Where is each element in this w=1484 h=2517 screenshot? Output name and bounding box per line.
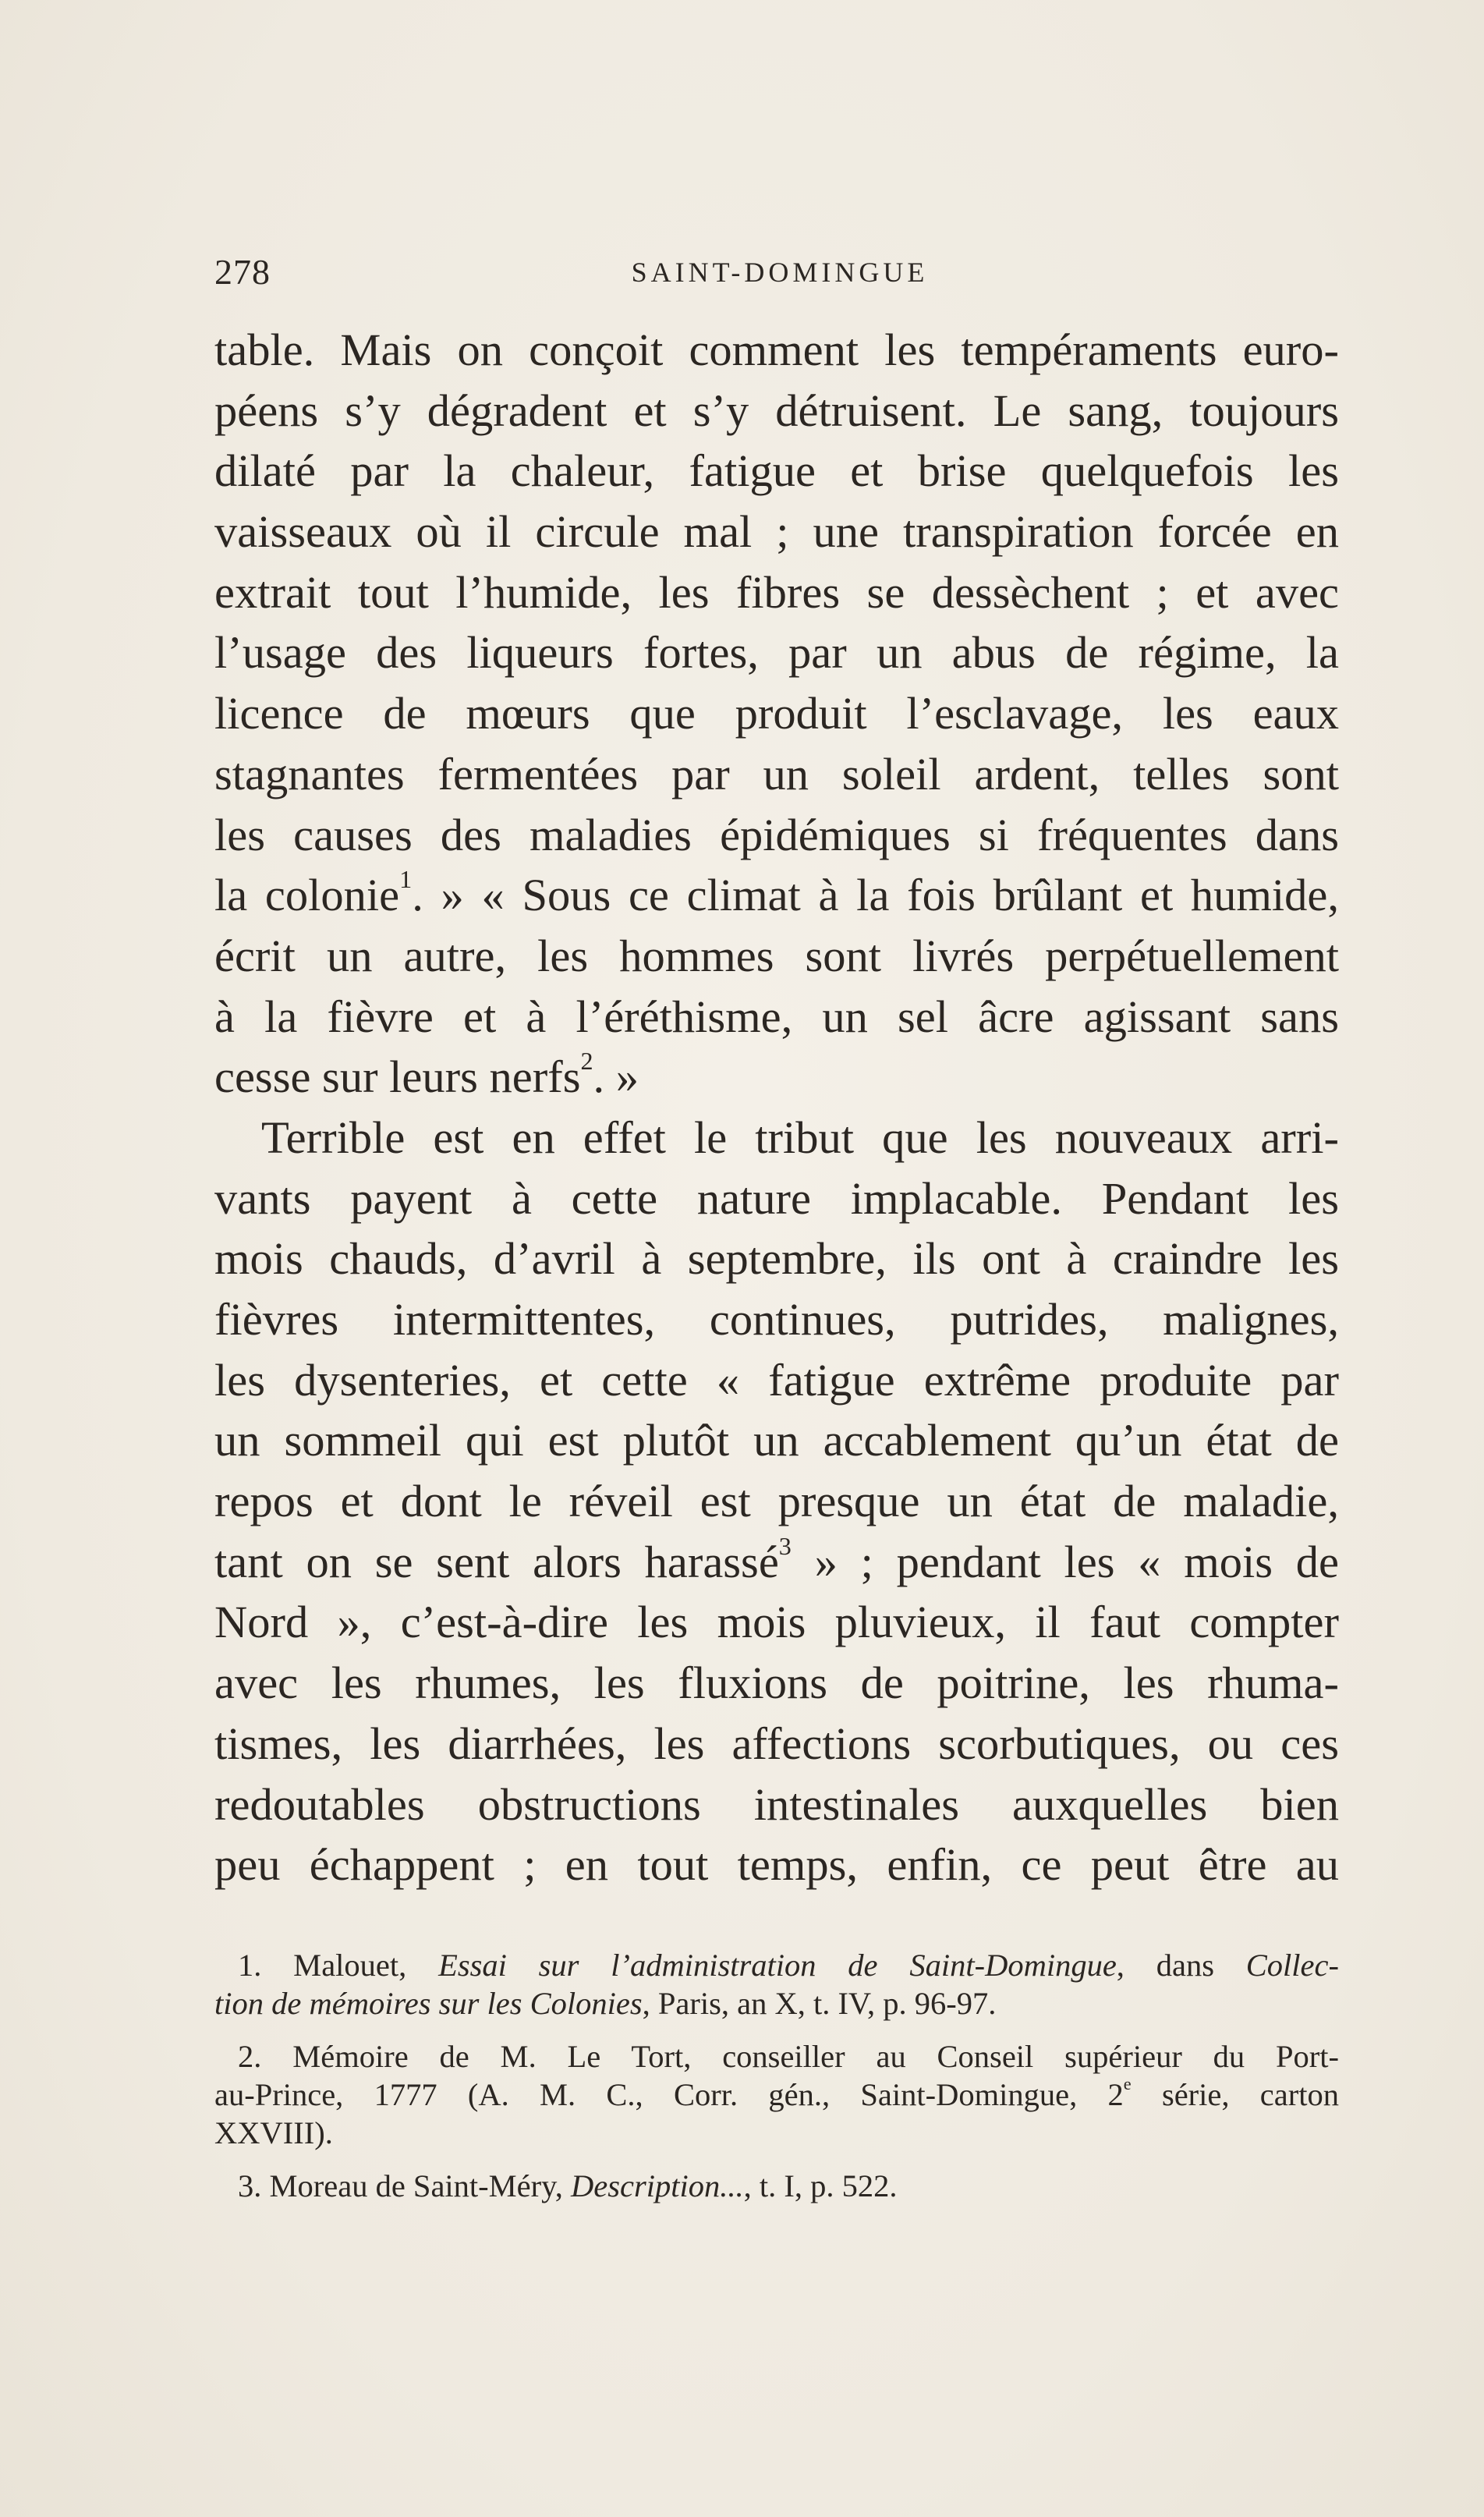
footnote-2 <box>214 2037 1339 2152</box>
footnote-line <box>214 2167 1339 2205</box>
text-segment: . » « Sous ce climat à la fois brûlant et humide, <box>412 870 1340 921</box>
text-line: avec les rhumes, les fluxions de poitrine, les rhuma- <box>214 1657 1339 1709</box>
text-line: extrait tout l’humide, les fibres se dessèchent ; et avec <box>214 566 1339 618</box>
footnote-3 <box>214 2167 1339 2205</box>
footnote-text: 1. Malouet, <box>238 1948 439 1983</box>
footnote-line: 2. Mémoire de M. Le Tort, conseiller au Conseil supérieur du Port- <box>238 2039 1339 2074</box>
text-line: péens s’y dégradent et s’y détruisent. Le sang, toujours <box>214 385 1339 436</box>
text-line: Nord », c’est-à-dire les mois pluvieux, il faut compter <box>214 1597 1339 1648</box>
footnote-ref-2: 2 <box>580 1047 593 1076</box>
text-line: un sommeil qui est plutôt un accablement qu’un état de <box>214 1415 1339 1466</box>
text-segment: la colonie <box>214 870 400 921</box>
footnote-text: série, carton <box>1131 2077 1339 2112</box>
footnote-text: 3. Moreau de Saint-Méry, <box>238 2168 572 2203</box>
text-segment: cesse sur leurs nerfs <box>214 1051 581 1103</box>
page-number: 278 <box>214 252 271 292</box>
running-title: SAINT-DOMINGUE <box>631 257 929 288</box>
text-line: les causes des maladies épidémiques si fréquentes dans <box>214 809 1339 860</box>
footnote-line <box>214 1984 1339 2022</box>
text-line: redoutables obstructions intestinales auxquelles bien <box>214 1778 1339 1830</box>
footnote-title: tion de mémoires sur les Colonies <box>214 1986 643 2021</box>
text-line <box>214 865 1339 926</box>
main-text <box>214 320 1339 1895</box>
text-line: l’usage des liqueurs fortes, par un abus de régime, la <box>214 627 1339 679</box>
text-line: stagnantes fermentées par un soleil ardent, telles sont <box>214 748 1339 799</box>
footnotes <box>214 1946 1339 2220</box>
footnote-text: , dans <box>1116 1948 1246 1983</box>
text-line: peu échappent ; en tout temps, enfin, ce peut être au <box>214 1839 1339 1891</box>
text-segment: . » <box>593 1051 639 1103</box>
footnote-1 <box>214 1946 1339 2022</box>
text-segment: tant on se sent alors harassé <box>214 1536 779 1587</box>
footnote-superscript: e <box>1123 2073 1132 2093</box>
footnote-ref-3: 3 <box>778 1531 792 1560</box>
text-line: mois chauds, d’avril à septembre, ils ont à craindre les <box>214 1233 1339 1285</box>
text-line: écrit un autre, les hommes sont livrés perpétuellement <box>214 930 1339 981</box>
footnote-text: , t. I, p. 522. <box>743 2168 898 2203</box>
footnote-line <box>214 2073 1339 2114</box>
text-line: à la fièvre et à l’éréthisme, un sel âcre agissant sans <box>214 991 1339 1042</box>
footnote-title: Collec- <box>1245 1948 1339 1983</box>
text-line <box>214 1047 1339 1108</box>
text-line: repos et dont le réveil est presque un état de maladie, <box>214 1476 1339 1527</box>
footnote-text: , Paris, an X, t. IV, p. 96-97. <box>642 1986 997 2021</box>
text-line: dilaté par la chaleur, fatigue et brise quelquefois les <box>214 445 1339 497</box>
text-line <box>214 1532 1339 1593</box>
text-line: vants payent à cette nature implacable. Pendant les <box>214 1172 1339 1224</box>
footnote-title: Essai sur l’administration de Saint-Domingue <box>438 1948 1117 1983</box>
text-line: licence de mœurs que produit l’esclavage, les eaux <box>214 688 1339 739</box>
footnote-title: Description... <box>571 2168 744 2203</box>
footnote-line <box>214 1946 1339 1984</box>
text-line: table. Mais on conçoit comment les tempéraments euro- <box>214 324 1339 375</box>
text-line: vaisseaux où il circule mal ; une transpiration forcée en <box>214 506 1339 558</box>
text-line: les dysenteries, et cette « fatigue extrême produite par <box>214 1354 1339 1406</box>
footnote-ref-1: 1 <box>399 865 413 894</box>
text-line: fièvres intermittentes, continues, putrides, malignes, <box>214 1294 1339 1345</box>
footnote-line: XXVIII). <box>214 2115 333 2150</box>
paragraph-first-line: Terrible est en effet le tribut que les nouveaux arri- <box>261 1111 1339 1163</box>
footnote-text: au-Prince, 1777 (A. M. C., Corr. gén., Saint-Domingue, 2 <box>214 2077 1124 2112</box>
text-segment: » ; pendant les « mois de <box>791 1536 1339 1587</box>
text-line: tismes, les diarrhées, les affections scorbutiques, ou ces <box>214 1718 1339 1769</box>
running-head <box>214 251 1345 298</box>
